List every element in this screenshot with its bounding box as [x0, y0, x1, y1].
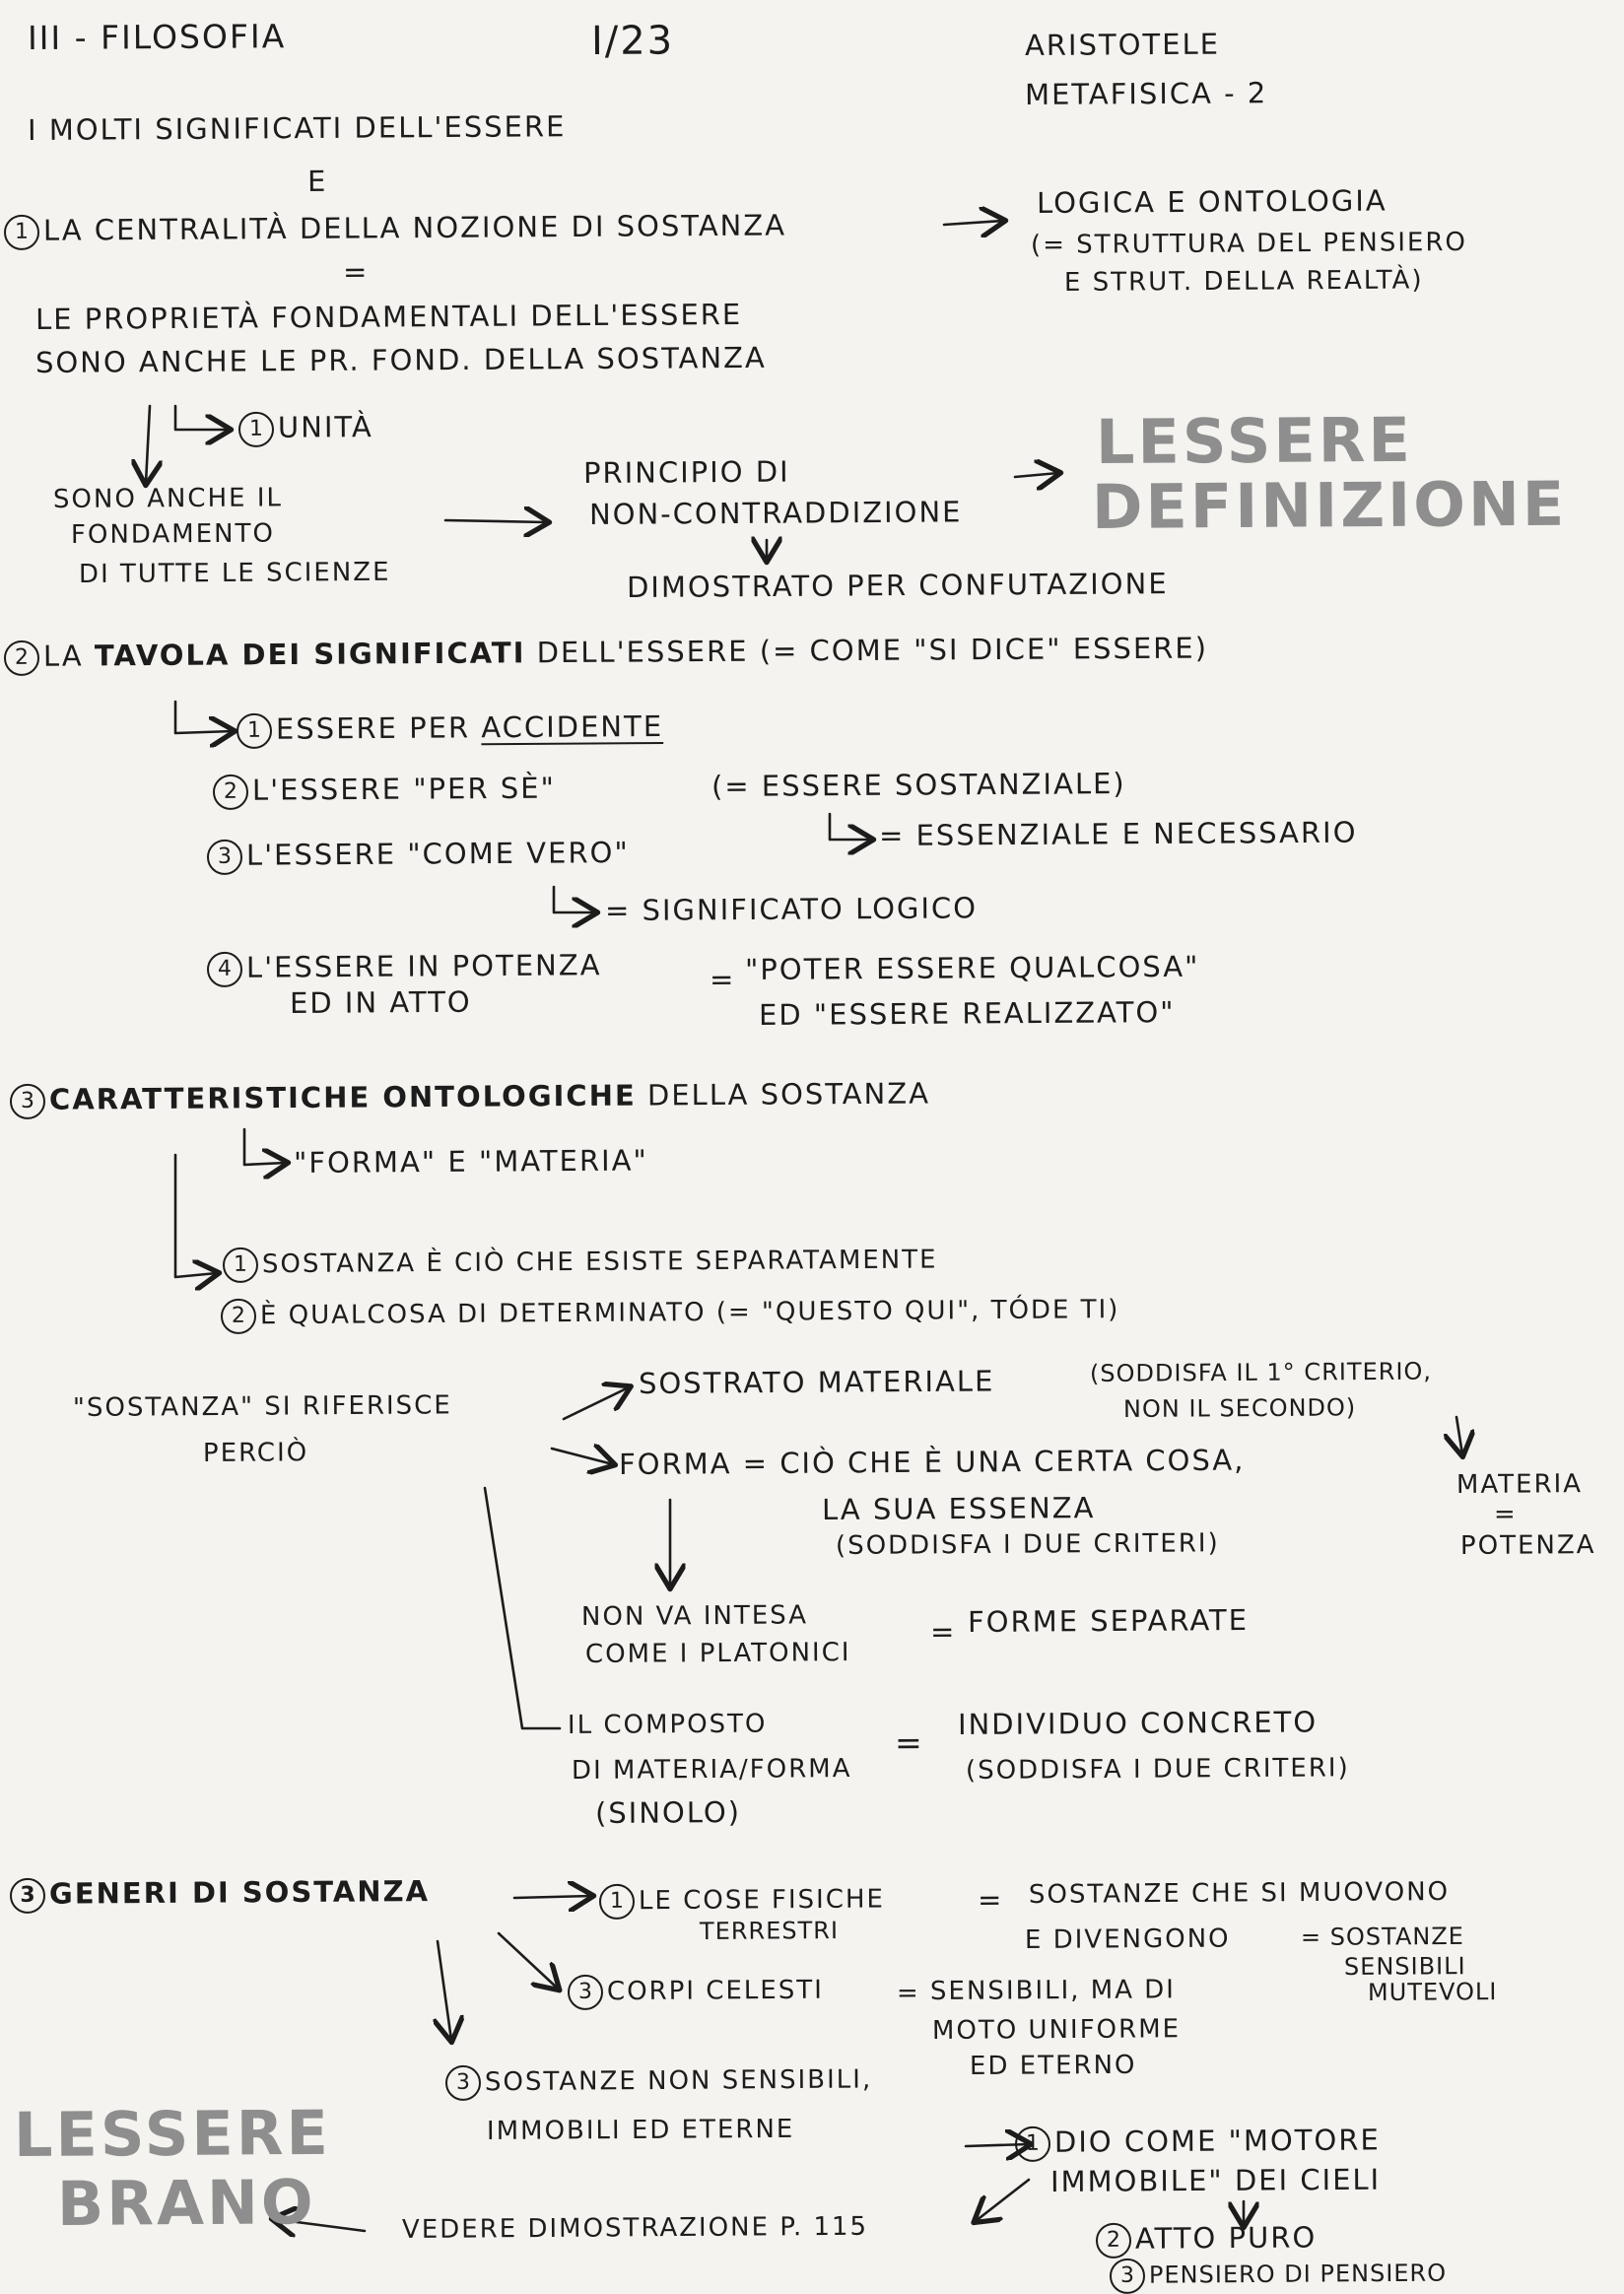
composto-line-2: DI MATERIA/FORMA — [571, 1754, 852, 1786]
nonva-eq: = — [929, 1614, 957, 1649]
unita-text: UNITÀ — [277, 410, 373, 444]
dio-line-2: IMMOBILE" DEI CIELI — [1049, 2162, 1382, 2198]
significato-3 — [207, 837, 630, 875]
materia-eq: = — [1493, 1499, 1518, 1529]
genere-1-def-4: SENSIBILI — [1343, 1952, 1466, 1981]
number-badge: 3 — [568, 1975, 603, 2010]
number-badge: 4 — [207, 952, 242, 987]
section-1-text: LA CENTRALITÀ DELLA NOZIONE DI SOSTANZA — [42, 208, 787, 247]
genere-2-def-2: MOTO UNIFORME — [931, 2014, 1182, 2046]
genere-1-def-2: E DIVENGONO — [1024, 1923, 1231, 1955]
vedere-dimostrazione: VEDERE DIMOSTRAZIONE P. 115 — [401, 2211, 869, 2245]
potenza-label: POTENZA — [1459, 1530, 1596, 1561]
criterio-1-text: SOSTANZA È CIÒ CHE ESISTE SEPARATAMENTE — [261, 1245, 938, 1280]
number-badge: 3 — [10, 1084, 45, 1119]
pensiero-text: PENSIERO DI PENSIERO — [1148, 2259, 1448, 2289]
genere-1-def-5: MUTEVOLI — [1367, 1978, 1498, 2006]
forma-def-3: (SODDISFA I DUE CRITERI) — [835, 1528, 1220, 1561]
significato-3-text: L'ESSERE "COME VERO" — [245, 836, 630, 872]
arrow-to-fondamento — [146, 406, 150, 483]
genere-2-eq: = — [896, 1978, 920, 2008]
arrow-to-non-sensibili — [438, 1941, 451, 2040]
number-badge: 3 — [10, 1878, 45, 1914]
arrow-to-principio — [445, 520, 547, 522]
proprieta-line-2: SONO ANCHE LE PR. FOND. DELLA SOSTANZA — [34, 340, 767, 379]
forma-materia: "FORMA" E "MATERIA" — [293, 1143, 648, 1180]
stamp-lessere: LESSERE — [1095, 403, 1414, 478]
significato-1-text: ESSERE PER — [275, 710, 471, 746]
arrow-to-stamp — [1015, 473, 1058, 477]
section-3-title — [10, 1077, 930, 1119]
genere-2-text: CORPI CELESTI — [606, 1975, 824, 2007]
stamp-definizione: DEFINIZIONE — [1091, 467, 1568, 543]
significato-4-def-1: "POTER ESSERE QUALCOSA" — [744, 949, 1200, 986]
sostrato-materiale: SOSTRATO MATERIALE — [638, 1364, 995, 1400]
logica-line-3: E STRUT. DELLA REALTÀ) — [1063, 265, 1424, 298]
hook-unita — [175, 406, 229, 430]
logica-line-2: (= STRUTTURA DEL PENSIERO — [1030, 227, 1468, 260]
arrow-to-cose-fisiche — [514, 1896, 591, 1898]
fondamento-line-2: FONDAMENTO — [70, 518, 275, 550]
logica-line-1: LOGICA E ONTOLOGIA — [1036, 183, 1387, 220]
author: ARISTOTELE — [1024, 27, 1221, 62]
atto-text: ATTO PURO — [1134, 2220, 1318, 2256]
genere-1-def-1: SOSTANZE CHE SI MUOVONO — [1028, 1877, 1451, 1910]
genere-2-def-3: ED ETERNO — [969, 2050, 1137, 2081]
arrow-to-forma — [552, 1449, 613, 1464]
proprieta-line-1: LE PROPRIETÀ FONDAMENTALI DELL'ESSERE — [34, 297, 743, 336]
title-part-a: LA — [42, 639, 84, 673]
hook-accidente — [175, 702, 233, 733]
materia-label: MATERIA — [1455, 1469, 1584, 1500]
number-badge: 3 — [207, 840, 242, 875]
number-badge: 1 — [599, 1884, 635, 1920]
significato-4-eq: = — [709, 962, 736, 996]
number-badge: 1 — [238, 412, 274, 447]
section-4-text: GENERI DI SOSTANZA — [48, 1874, 431, 1911]
fondamento-line-1: SONO ANCHE IL — [52, 483, 284, 514]
forma-def-2: LA SUA ESSENZA — [821, 1491, 1096, 1526]
composto-line-3: (SINOLO) — [594, 1794, 742, 1830]
number-badge: 3 — [1110, 2259, 1145, 2294]
sostrato-note-2: NON IL SECONDO) — [1122, 1393, 1357, 1423]
arrow-to-materia — [1456, 1417, 1462, 1454]
title-part-d: (= COME "SI DICE" ESSERE) — [759, 631, 1209, 668]
genere-3-line-2: IMMOBILI ED ETERNE — [486, 2114, 795, 2146]
accidente-underlined: ACCIDENTE — [481, 708, 664, 745]
equals-sign: = — [342, 254, 370, 289]
arrow-to-corpi — [499, 1933, 558, 1989]
composto-eq: = — [894, 1722, 924, 1762]
principio-line-2: NON-CONTRADDIZIONE — [588, 495, 963, 531]
significato-3-sub: = SIGNIFICATO LOGICO — [604, 891, 979, 927]
forme-separate: FORME SEPARATE — [967, 1603, 1250, 1639]
title-part-c: DELL'ESSERE — [536, 634, 749, 670]
sostanza-line-1: "SOSTANZA" SI RIFERISCE — [72, 1390, 452, 1423]
topic: METAFISICA - 2 — [1024, 76, 1268, 111]
genere-2-def-1: SENSIBILI, MA DI — [929, 1975, 1177, 2006]
significato-1 — [237, 710, 663, 749]
genere-1-line-2: TERRESTRI — [699, 1917, 840, 1945]
number-badge: 2 — [1096, 2223, 1131, 2259]
pensiero-di-pensiero — [1110, 2257, 1447, 2294]
principio-line-1: PRINCIPIO DI — [582, 454, 790, 490]
title-part-b: DELLA SOSTANZA — [646, 1076, 931, 1113]
genere-2 — [568, 1973, 824, 2010]
stamp-lessere-bottom: LESSERE — [13, 2096, 332, 2171]
intro-title: I MOLTI SIGNIFICATI DELL'ESSERE — [27, 109, 567, 147]
number-badge: 1 — [237, 713, 272, 749]
section-heading: III - FILOSOFIA — [27, 17, 287, 57]
significato-4-text: L'ESSERE IN POTENZA — [245, 948, 602, 984]
dio-motore — [1015, 2124, 1381, 2162]
section-4-title — [10, 1875, 430, 1914]
significato-2-sub: = ESSENZIALE E NECESSARIO — [878, 815, 1358, 852]
section-1-title — [4, 209, 786, 250]
line-to-composto — [485, 1488, 560, 1728]
arrow-to-vedere — [976, 2180, 1029, 2221]
number-badge: 1 — [4, 215, 39, 250]
significato-4-line-2: ED IN ATTO — [289, 984, 472, 1020]
hook-sostanza-criteri — [175, 1155, 217, 1277]
title-part-bold: CARATTERISTICHE ONTOLOGICHE — [48, 1078, 637, 1116]
dimostrato-text: DIMOSTRATO PER CONFUTAZIONE — [626, 567, 1169, 604]
stamp-brano: BRANO — [56, 2166, 316, 2240]
significato-4-def-2: ED "ESSERE REALIZZATO" — [758, 995, 1176, 1032]
significato-2-text: L'ESSERE "PER SÈ" — [251, 771, 556, 807]
forma-def-1: FORMA = CIÒ CHE È UNA CERTA COSA, — [618, 1443, 1246, 1481]
genere-1-def-3: = SOSTANZE — [1300, 1922, 1464, 1951]
dio-text: DIO COME "MOTORE — [1053, 2123, 1381, 2159]
sostrato-note-1: (SODDISFA IL 1° CRITERIO, — [1089, 1357, 1433, 1387]
individuo-line-1: INDIVIDUO CONCRETO — [957, 1705, 1319, 1741]
composto-line-1: IL COMPOSTO — [567, 1709, 768, 1740]
title-part-bold: TAVOLA DEI SIGNIFICATI — [94, 636, 526, 673]
hook-essenziale — [830, 814, 871, 840]
sostanza-line-2: PERCIÒ — [202, 1438, 309, 1468]
number-badge: 3 — [445, 2065, 481, 2101]
nonva-line-1: NON VA INTESA — [580, 1600, 809, 1632]
unita-item — [238, 411, 373, 447]
intro-conj: E — [306, 164, 328, 198]
number-badge: 1 — [1015, 2126, 1050, 2162]
number-badge: 1 — [223, 1248, 258, 1283]
significato-4 — [207, 949, 602, 987]
criterio-2-text: È QUALCOSA DI DETERMINATO (= "QUESTO QUI", TÓDE TI) — [259, 1295, 1120, 1331]
number-badge: 2 — [4, 641, 39, 676]
significato-2 — [213, 773, 556, 810]
hook-forma-materia — [244, 1129, 286, 1165]
genere-1-eq: = — [977, 1882, 1004, 1917]
number-badge: 2 — [221, 1299, 256, 1334]
arrow-to-sostrato — [564, 1387, 629, 1419]
page-number: I/23 — [590, 18, 675, 64]
genere-3-text: SOSTANZE NON SENSIBILI, — [484, 2064, 873, 2098]
nonva-line-2: COME I PLATONICI — [584, 1638, 851, 1669]
genere-1 — [599, 1882, 885, 1920]
genere-3 — [445, 2062, 872, 2101]
fondamento-line-3: DI TUTTE LE SCIENZE — [78, 557, 391, 589]
hook-logico — [554, 887, 595, 912]
number-badge: 2 — [213, 775, 248, 810]
individuo-line-2: (SODDISFA I DUE CRITERI) — [965, 1753, 1350, 1786]
genere-1-text: LE COSE FISICHE — [638, 1884, 886, 1917]
arrow-to-logica — [944, 221, 1003, 225]
criterio-2 — [221, 1293, 1120, 1334]
atto-puro — [1096, 2221, 1317, 2259]
significato-2-note: (= ESSERE SOSTANZIALE) — [710, 767, 1126, 803]
criterio-1 — [223, 1243, 938, 1283]
